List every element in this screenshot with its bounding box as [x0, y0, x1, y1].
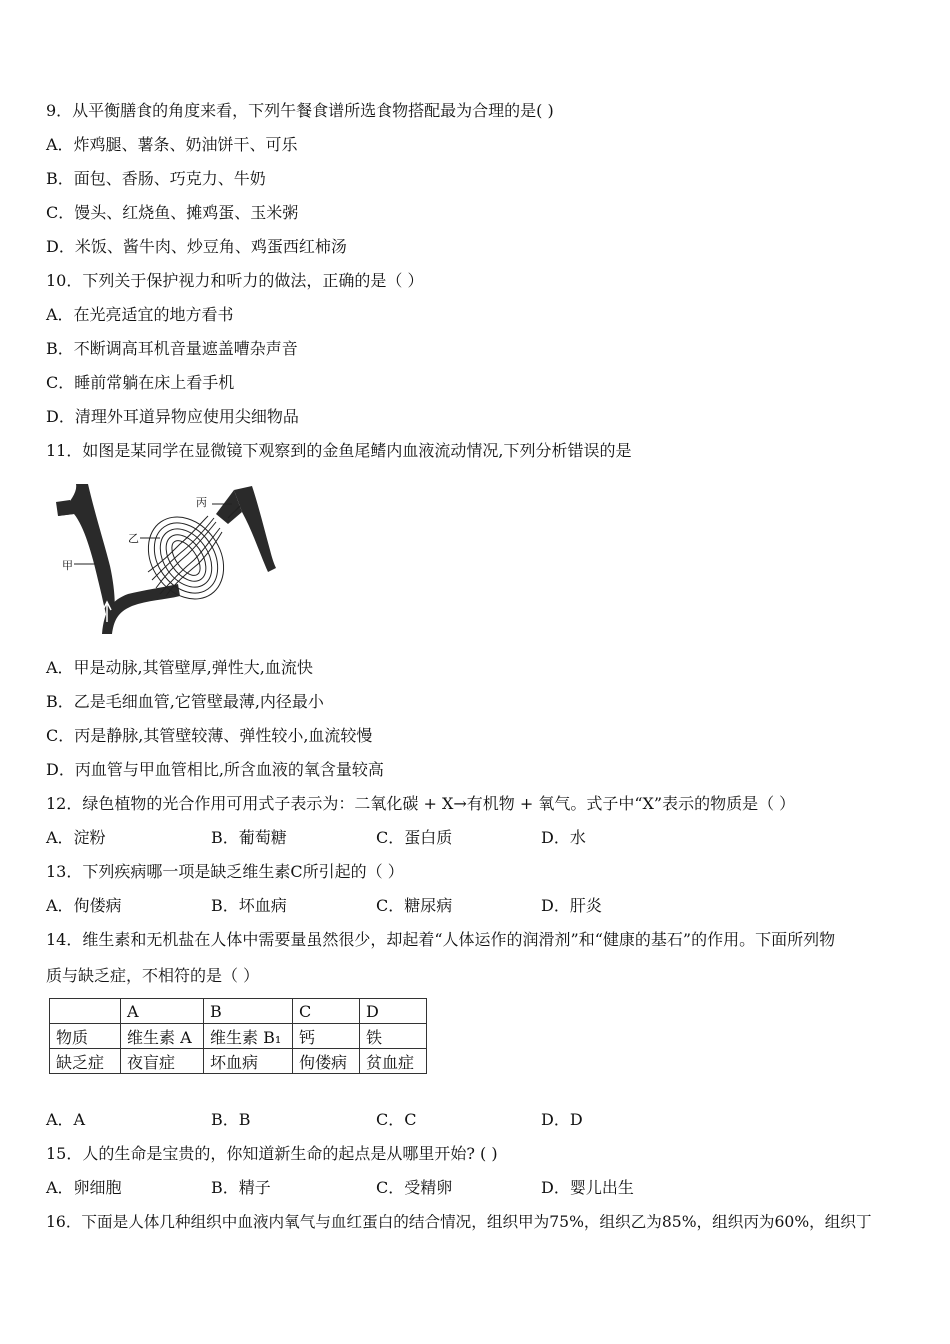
q14-stem-line2: 质与缺乏症，不相符的是（ ）: [46, 966, 260, 985]
q11-option-d: D．丙血管与甲血管相比,所含血液的氧含量较高: [46, 760, 384, 779]
table-cell: 坏血病: [204, 1049, 293, 1074]
table-header-cell: [50, 999, 121, 1024]
q13-stem: 13．下列疾病哪一项是缺乏维生素C所引起的（ ）: [46, 862, 404, 881]
q12-option-a: A．淀粉: [46, 828, 106, 847]
q14-option-d: D．D: [541, 1110, 583, 1129]
deficiency-table: [49, 998, 427, 1074]
q13-option-c: C．糖尿病: [376, 896, 453, 915]
table-cell: 贫血症: [360, 1049, 427, 1074]
q12-option-b: B．葡萄糖: [211, 828, 287, 847]
q11-option-a: A．甲是动脉,其管壁厚,弹性大,血流快: [46, 658, 313, 677]
q11-stem: 11．如图是某同学在显微镜下观察到的金鱼尾鳍内血液流动情况,下列分析错误的是: [46, 441, 632, 460]
q10-option-c: C．睡前常躺在床上看手机: [46, 373, 235, 392]
q10-stem: 10．下列关于保护视力和听力的做法，正确的是（ ）: [46, 271, 424, 290]
q13-option-b: B．坏血病: [211, 896, 287, 915]
vessel-bing: [234, 486, 276, 572]
table-cell: 铁: [360, 1024, 427, 1049]
q15-option-c: C．受精卵: [376, 1178, 453, 1197]
q11-option-c: C．丙是静脉,其管壁较薄、弹性较小,血流较慢: [46, 726, 373, 745]
q13-option-a: A．佝偻病: [46, 896, 122, 915]
q13-option-d: D．肝炎: [541, 896, 602, 915]
q9-option-c: C．馒头、红烧鱼、摊鸡蛋、玉米粥: [46, 203, 299, 222]
table-row: [50, 1024, 427, 1049]
table-header-cell: C: [293, 999, 360, 1024]
q10-option-b: B．不断调高耳机音量遮盖嘈杂声音: [46, 339, 298, 358]
q14-option-b: B．B: [211, 1110, 251, 1129]
label-jia: 甲: [62, 559, 73, 572]
q10-option-a: A．在光亮适宜的地方看书: [46, 305, 234, 324]
table-cell: 夜盲症: [121, 1049, 204, 1074]
q9-option-d: D．米饭、酱牛肉、炒豆角、鸡蛋西红柿汤: [46, 237, 347, 256]
blood-vessel-figure: [56, 484, 278, 640]
label-yi: 乙: [128, 532, 139, 545]
table-header-cell: A: [121, 999, 204, 1024]
q12-stem: 12．绿色植物的光合作用可用式子表示为：二氧化碳 + X→有机物 + 氧气。式子中“X”表示的物质是（ ）: [46, 794, 796, 813]
q15-option-b: B．精子: [211, 1178, 271, 1197]
q12-option-c: C．蛋白质: [376, 828, 453, 847]
table-cell: 佝偻病: [293, 1049, 360, 1074]
q14-option-c: C．C: [376, 1110, 417, 1129]
table-header-cell: B: [204, 999, 293, 1024]
label-bing: 丙: [196, 496, 207, 509]
q9-option-b: B．面包、香肠、巧克力、牛奶: [46, 169, 266, 188]
q15-option-a: A．卵细胞: [46, 1178, 122, 1197]
q15-option-d: D．婴儿出生: [541, 1178, 634, 1197]
table-header-row: [50, 999, 427, 1024]
table-cell: 物质: [50, 1024, 121, 1049]
q14-option-a: A．A: [46, 1110, 86, 1129]
table-cell: 维生素 A: [121, 1024, 204, 1049]
q14-stem-line1: 14．维生素和无机盐在人体中需要量虽然很少，却起着“人体运作的润滑剂”和“健康的基石”的作用。下面所列物: [46, 930, 836, 949]
q11-option-b: B．乙是毛细血管,它管壁最薄,内径最小: [46, 692, 324, 711]
table-header-cell: D: [360, 999, 427, 1024]
table-cell: 钙: [293, 1024, 360, 1049]
table-cell: 维生素 B₁: [204, 1024, 293, 1049]
q12-option-d: D．水: [541, 828, 586, 847]
table-cell: 缺乏症: [50, 1049, 121, 1074]
q9-stem: 9．从平衡膳食的角度来看，下列午餐食谱所选食物搭配最为合理的是( ): [46, 101, 554, 120]
q16-stem: 16．下面是人体几种组织中血液内氧气与血红蛋白的结合情况，组织甲为75%，组织乙为85%，组织丙为60%，组织丁: [46, 1213, 872, 1231]
table-row: [50, 1049, 427, 1074]
q15-stem: 15．人的生命是宝贵的，你知道新生命的起点是从哪里开始? ( ): [46, 1144, 498, 1163]
q10-option-d: D．清理外耳道异物应使用尖细物品: [46, 407, 299, 426]
q9-option-a: A．炸鸡腿、薯条、奶油饼干、可乐: [46, 135, 298, 154]
